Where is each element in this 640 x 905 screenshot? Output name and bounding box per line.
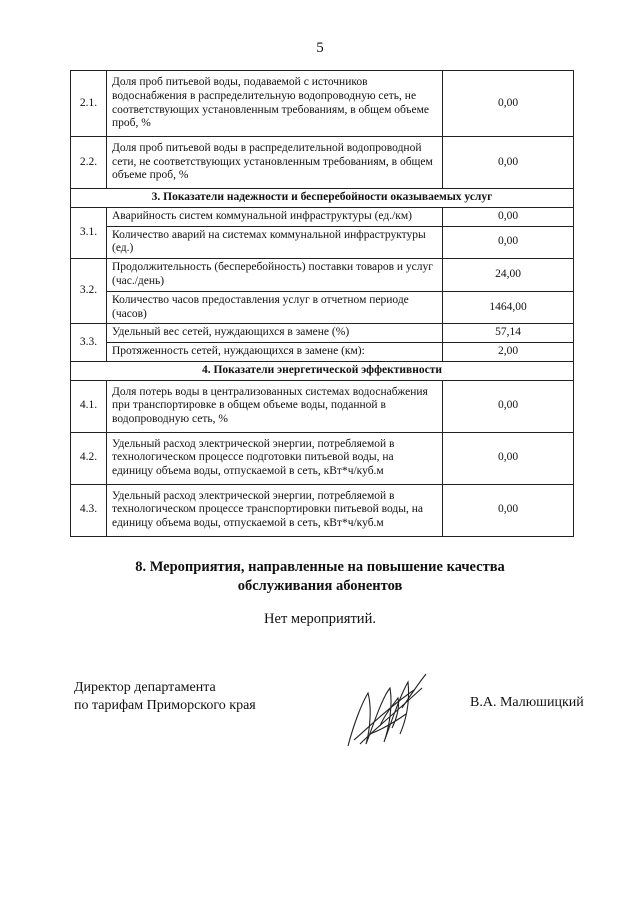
row-description: Доля проб питьевой воды в распределительной водопроводной сети, не соответствующих установленным требованиям, в общем объеме проб, % xyxy=(107,137,443,189)
row-number: 2.1. xyxy=(71,71,107,137)
row-number: 4.1. xyxy=(71,380,107,432)
indicators-table xyxy=(70,70,574,537)
row-description: Удельный расход электрической энергии, потребляемой в технологическом процессе подготовки питьевой воды, на единицу объема воды, отпускаемой в сеть, кВт*ч/куб.м xyxy=(107,432,443,484)
row-description: Доля проб питьевой воды, подаваемой с источников водоснабжения в распределительную водопроводную сеть, не соответствующих установленным требованиям, в общем объеме проб, % xyxy=(107,71,443,137)
row-number: 2.2. xyxy=(71,137,107,189)
section-heading xyxy=(0,558,640,596)
table-row xyxy=(71,207,574,226)
row-description: Количество аварий на системах коммунальной инфраструктуры (ед.) xyxy=(107,226,443,259)
row-description: Удельный расход электрической энергии, потребляемой в технологическом процессе транспортировки питьевой воды, на единицу объема воды, отпускаемой в сеть, кВт*ч/куб.м xyxy=(107,484,443,536)
row-number: 4.3. xyxy=(71,484,107,536)
row-value: 2,00 xyxy=(443,343,574,362)
page-number: 5 xyxy=(316,40,324,56)
table-row xyxy=(71,432,574,484)
row-description: Количество часов предоставления услуг в отчетном периоде (часов) xyxy=(107,291,443,324)
section-title: 4. Показатели энергетической эффективности xyxy=(71,361,574,380)
row-value: 0,00 xyxy=(443,432,574,484)
table-row xyxy=(71,226,574,259)
row-number: 3.1. xyxy=(71,207,107,258)
handwritten-signature xyxy=(340,668,430,750)
signer-title-line1: Директор департамента xyxy=(74,680,216,695)
row-number: 3.2. xyxy=(71,259,107,324)
table-row xyxy=(71,380,574,432)
table-row xyxy=(71,291,574,324)
row-value: 0,00 xyxy=(443,226,574,259)
row-value: 0,00 xyxy=(443,137,574,189)
row-description: Аварийность систем коммунальной инфраструктуры (ед./км) xyxy=(107,207,443,226)
row-value: 57,14 xyxy=(443,324,574,343)
row-value: 0,00 xyxy=(443,380,574,432)
row-value: 0,00 xyxy=(443,484,574,536)
table-row xyxy=(71,137,574,189)
signer-name: В.А. Малюшицкий xyxy=(470,695,584,710)
row-number: 4.2. xyxy=(71,432,107,484)
row-number: 3.3. xyxy=(71,324,107,362)
table-row xyxy=(71,259,574,292)
table-row xyxy=(71,484,574,536)
table-row xyxy=(71,324,574,343)
row-description: Протяженность сетей, нуждающихся в замене (км): xyxy=(107,343,443,362)
row-value: 1464,00 xyxy=(443,291,574,324)
no-events-text: Нет мероприятий. xyxy=(264,611,376,627)
section-heading-line1: 8. Мероприятия, направленные на повышение качества xyxy=(135,559,505,575)
signer-title-line2: по тарифам Приморского края xyxy=(74,698,256,714)
row-description: Удельный вес сетей, нуждающихся в замене (%) xyxy=(107,324,443,343)
section-header-row xyxy=(71,189,574,208)
table-row xyxy=(71,71,574,137)
row-value: 24,00 xyxy=(443,259,574,292)
row-description: Доля потерь воды в централизованных системах водоснабжения при транспортировке в общем объеме воды, поданной в водопроводную сеть, % xyxy=(107,380,443,432)
row-value: 0,00 xyxy=(443,207,574,226)
section-heading-line2: обслуживания абонентов xyxy=(237,577,403,594)
signer-title xyxy=(74,679,256,715)
row-value: 0,00 xyxy=(443,71,574,137)
row-description: Продолжительность (бесперебойность) поставки товаров и услуг (час./день) xyxy=(107,259,443,292)
section-title: 3. Показатели надежности и бесперебойности оказываемых услуг xyxy=(71,189,574,208)
table-row xyxy=(71,343,574,362)
section-header-row xyxy=(71,361,574,380)
